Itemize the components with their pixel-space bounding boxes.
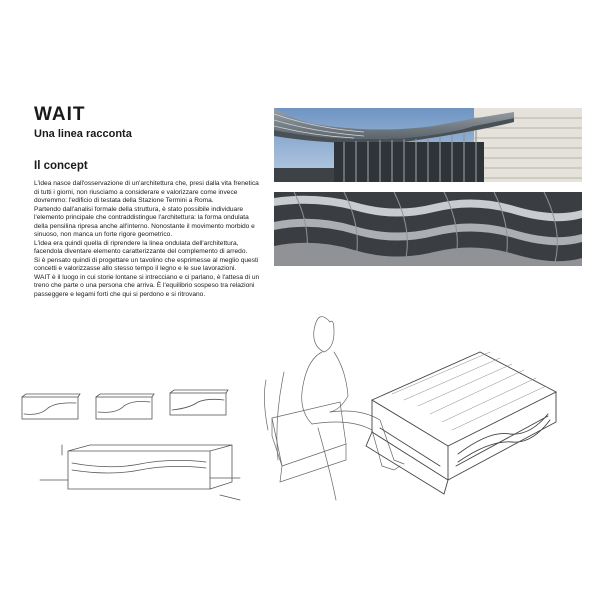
station-exterior-photo xyxy=(274,108,582,182)
page-subtitle: Una linea racconta xyxy=(34,128,132,140)
paragraph-2: Partendo dall'analisi formale della struttura, è stato possibile individuare l'elemento principale che contraddistingue l'architettura: la forma ondulata della pensilina ripresa anche all'interno. Nonostante il movimento morbido e sinuoso, non manca un forte rigore geometrico. xyxy=(34,205,255,238)
page-title: WAIT xyxy=(34,104,86,125)
sketch-box-3 xyxy=(170,390,228,415)
section-heading: Il concept xyxy=(34,160,88,172)
sketch-table-large xyxy=(40,445,240,500)
paragraph-5: WAIT è il luogo in cui storie lontane si intrecciano e ci parlano, è l'attesa di un treno che parte o una persona che arriva. È l'equilibrio sospeso tra relazioni passeggere e legami forti che qui si perdono e si ritrovano. xyxy=(34,273,260,298)
paragraph-1: L'idea nasce dall'osservazione di un'architettura che, presi dalla vita frenetica di tutti i giorni, non riusciamo a considerare e valorizzare come invece dovremmo: l'edificio di testata della Stazione Termini a Roma. xyxy=(34,180,259,204)
sketch-box-1 xyxy=(22,394,80,419)
paragraph-3: L'idea era quindi quella di riprendere la linea ondulata dell'architettura, facendola diventare elemento caratterizzante del complemento di arredo. xyxy=(34,239,248,255)
canopy-interior-photo xyxy=(274,192,582,266)
paragraph-4: Si è pensato quindi di progettare un tavolino che esprimesse al meglio questi concetti e valorizzasse allo stesso tempo il legno e le sue lavorazioni. xyxy=(34,256,259,272)
concept-text xyxy=(34,180,262,299)
sketch-seated-woman xyxy=(264,317,404,500)
sketch-coffee-table xyxy=(366,352,556,494)
sketch-box-2 xyxy=(96,394,154,419)
